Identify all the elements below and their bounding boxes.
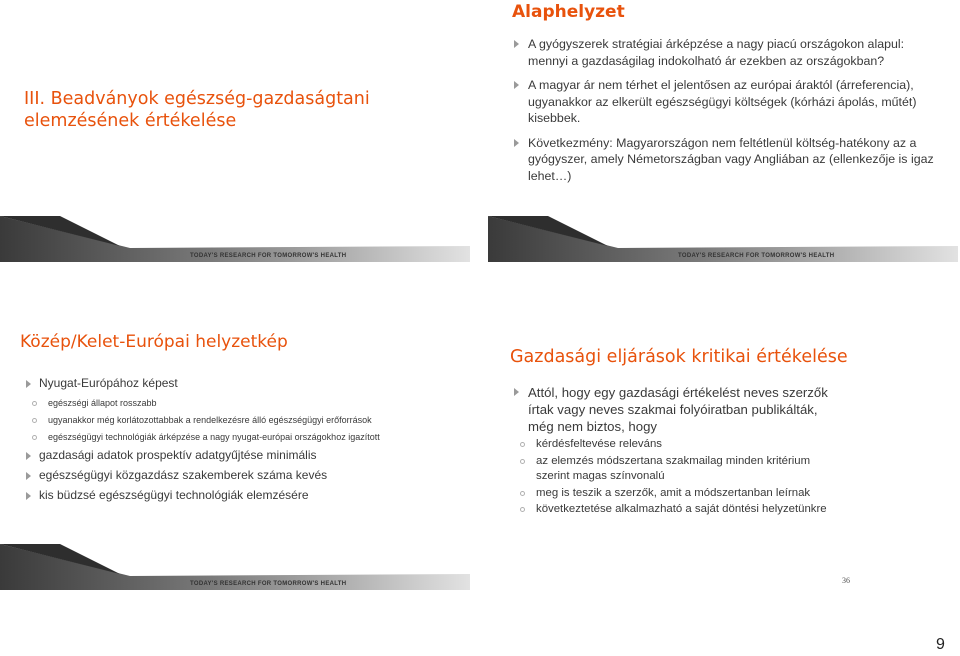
bullet-list [514,384,844,519]
slide-2 [488,0,958,300]
circle-bullet-icon [520,507,525,512]
slide-4 [488,328,958,628]
circle-bullet-icon [520,459,525,464]
circle-bullet-icon [32,418,37,423]
triangle-bullet-icon [514,40,519,48]
sub-list-item: következtetése alkalmazható a saját döntési helyzetünkre [514,502,844,518]
triangle-bullet-icon [514,388,519,396]
triangle-bullet-icon [26,452,31,460]
list-item: Attól, hogy egy gazdasági értékelést neves szerzők írtak vagy neves szakmai folyóiratban publikálták, még nem biztos, hogy [514,384,844,435]
list-item: A gyógyszerek stratégiai árképzése a nagy piacú országokon alapul: mennyi a gazdaságilag indokolható ár ezekben az országokban? [514,36,938,69]
footer-tagline: TODAY'S RESEARCH FOR TOMORROW'S HEALTH [678,253,835,259]
list-item: gazdasági adatok prospektív adatgyűjtése minimális [26,448,446,463]
sub-list-item: az elemzés módszertana szakmailag minden kritérium szerint magas színvonalú [514,454,844,485]
bullet-list [26,376,446,508]
slide-footer-banner [0,544,470,590]
list-item: Következmény: Magyarországon nem feltétlenül költség-hatékony az a gyógyszer, amely Németországban vagy Angliában az (ellenkezője is igaz lehet…) [514,135,938,185]
sub-list-item: egészségi állapot rosszabb [26,397,446,409]
triangle-bullet-icon [26,380,31,388]
circle-bullet-icon [520,491,525,496]
footer-tagline: TODAY'S RESEARCH FOR TOMORROW'S HEALTH [190,253,347,259]
circle-bullet-icon [520,442,525,447]
sub-list-item: ugyanakkor még korlátozottabbak a rendelkezésre álló egészségügyi erőforrások [26,414,446,426]
triangle-bullet-icon [26,472,31,480]
sub-list-item: egészségügyi technológiák árképzése a nagy nyugat-európai országokhoz igazított [26,431,446,443]
slide-title: Alaphelyzet [512,2,625,22]
footer-tagline: TODAY'S RESEARCH FOR TOMORROW'S HEALTH [190,581,347,587]
slide-1 [0,0,470,300]
list-item: egészségügyi közgazdász szakemberek száma kevés [26,468,446,483]
list-item: A magyar ár nem térhet el jelentősen az európai áraktól (árreferencia), ugyanakkor az elkerült egészségügyi költségek (kórházi ápolás, műtét) kisebbek. [514,77,938,127]
slide-number: 36 [842,576,850,585]
circle-bullet-icon [32,435,37,440]
slide-footer-banner [488,216,958,262]
bullet-list [514,36,938,192]
sub-list-item: kérdésfeltevése releváns [514,437,844,453]
slide-footer-banner [0,216,470,262]
slide-3 [0,328,470,628]
page-number: 9 [936,636,945,653]
triangle-bullet-icon [514,139,519,147]
list-item: kis büdzsé egészségügyi technológiák elemzésére [26,488,446,503]
triangle-bullet-icon [514,81,519,89]
slide-title: III. Beadványok egészség-gazdaságtani elemzésének értékelése [24,89,370,131]
list-item: Nyugat-Európához képest [26,376,446,391]
sub-list-item: meg is teszik a szerzők, amit a módszertanban leírnak [514,486,844,502]
circle-bullet-icon [32,401,37,406]
slide-title: Közép/Kelet-Európai helyzetkép [20,332,288,352]
triangle-bullet-icon [26,492,31,500]
slide-title: Gazdasági eljárások kritikai értékelése [510,347,848,367]
